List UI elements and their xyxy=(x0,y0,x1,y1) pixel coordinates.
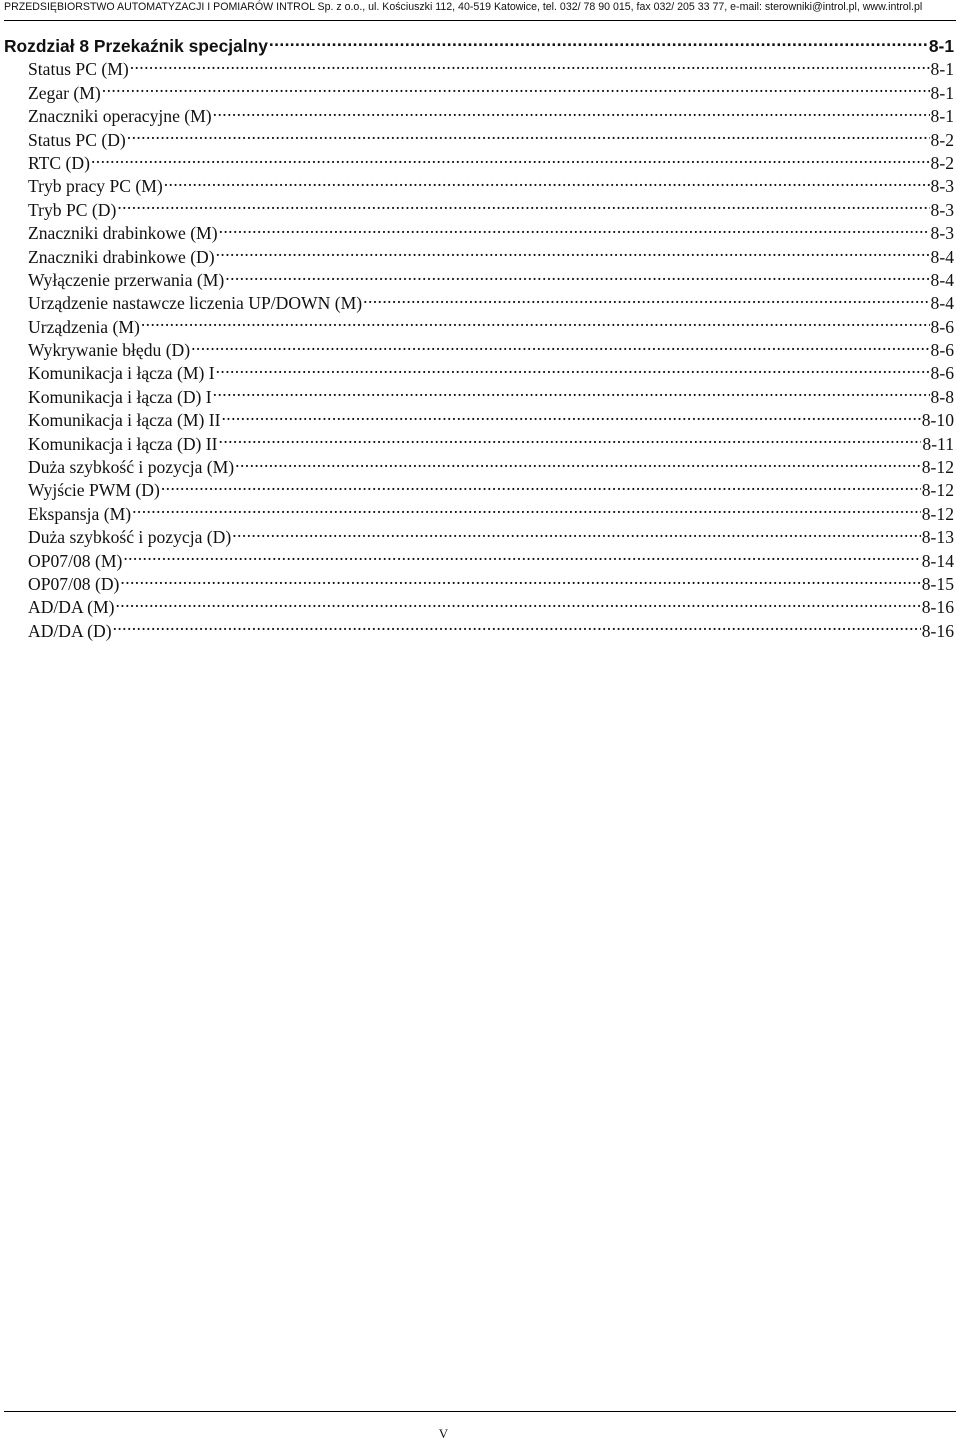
toc-leader-dots xyxy=(91,146,930,169)
toc-entry-page: 8-1 xyxy=(930,106,954,127)
toc-leader-dots xyxy=(216,239,930,262)
toc-entry[interactable] xyxy=(4,567,954,594)
toc-entry-page: 8-4 xyxy=(930,269,954,290)
toc-entry-page: 8-8 xyxy=(930,386,954,407)
toc-entry-page: 8-6 xyxy=(930,363,954,384)
toc-entry-page: 8-12 xyxy=(921,480,954,501)
toc-entry-page: 8-13 xyxy=(921,527,954,548)
toc-entry-title: Urządzenie nastawcze liczenia UP/DOWN (M) xyxy=(28,293,363,314)
toc-entry[interactable] xyxy=(4,75,954,103)
toc-entry-page: 8-3 xyxy=(930,223,954,244)
toc-leader-dots xyxy=(363,286,929,309)
toc-entry[interactable] xyxy=(4,52,954,80)
toc-leader-dots xyxy=(225,263,929,286)
toc-entry-title: Duża szybkość i pozycja (D) xyxy=(28,527,232,548)
toc-entry-title: Komunikacja i łącza (D) I xyxy=(28,386,212,407)
toc-chapter-page: 8-1 xyxy=(928,36,954,56)
toc-entry-title: AD/DA (M) xyxy=(28,597,115,618)
toc-entry[interactable] xyxy=(4,333,954,361)
toc-entry-title: Komunikacja i łącza (M) II xyxy=(28,410,221,431)
toc-entry[interactable] xyxy=(4,169,954,197)
toc-entry-page: 8-6 xyxy=(930,316,954,337)
toc-entry-page: 8-3 xyxy=(930,176,954,197)
toc-leader-dots xyxy=(117,192,929,215)
toc-entry-page: 8-4 xyxy=(930,246,954,267)
toc-entry-title: OP07/08 (D) xyxy=(28,573,120,594)
toc-entry[interactable] xyxy=(4,543,954,571)
toc-entry-page: 8-4 xyxy=(930,293,954,314)
toc-entry-page: 8-6 xyxy=(930,340,954,361)
toc-entry-title: OP07/08 (M) xyxy=(28,550,123,571)
footer-divider xyxy=(4,1411,956,1412)
toc-entry-title: Duża szybkość i pozycja (M) xyxy=(28,457,235,478)
toc-leader-dots xyxy=(219,426,922,449)
toc-entry-title: Wykrywanie błędu (D) xyxy=(28,340,191,361)
toc-entry-page: 8-16 xyxy=(921,620,954,641)
toc-leader-dots xyxy=(164,169,930,192)
toc-entry-page: 8-1 xyxy=(930,82,954,103)
toc-entry-page: 8-10 xyxy=(921,410,954,431)
toc-leader-dots xyxy=(191,333,929,356)
toc-leader-dots xyxy=(130,52,930,75)
toc-entry-title: Wyjście PWM (D) xyxy=(28,480,160,501)
toc-entry-page: 8-16 xyxy=(921,597,954,618)
header-text: PRZEDSIĘBIORSTWO AUTOMATYZACJI I POMIARÓW INTROL Sp. z o.o., ul. Kościuszki 112, 40-519 Katowice, tel. 032/ 78 90 015, fax 032/ 205 33 77, e-mail: sterowniki@introl.pl, www.introl.pl xyxy=(4,1,923,13)
toc-entry-page: 8-12 xyxy=(921,457,954,478)
toc-entry[interactable] xyxy=(4,192,954,220)
toc-entry-list xyxy=(4,52,954,641)
toc-entry-title: Komunikacja i łącza (D) II xyxy=(28,433,218,454)
toc-entry-page: 8-14 xyxy=(921,550,954,571)
toc-entry-page: 8-2 xyxy=(930,152,954,173)
toc-entry-title: Znaczniki drabinkowe (M) xyxy=(28,223,218,244)
page-header xyxy=(4,0,956,21)
toc-entry[interactable] xyxy=(4,309,954,337)
toc-entry-page: 8-2 xyxy=(930,129,954,150)
toc-entry-title: Status PC (D) xyxy=(28,129,126,150)
toc-entry-title: Tryb PC (D) xyxy=(28,199,117,220)
toc-entry-title: Wyłączenie przerwania (M) xyxy=(28,269,225,290)
toc-entry-title: Znaczniki operacyjne (M) xyxy=(28,106,212,127)
toc-leader-dots xyxy=(132,496,921,519)
toc-entry-title: Tryb pracy PC (M) xyxy=(28,176,163,197)
toc-leader-dots xyxy=(113,613,921,636)
toc-entry[interactable] xyxy=(4,216,954,244)
toc-entry-title: Zegar (M) xyxy=(28,82,101,103)
toc-chapter-title: Rozdział 8 Przekaźnik specjalny xyxy=(4,36,268,56)
toc-entry-page: 8-3 xyxy=(930,199,954,220)
toc-entry[interactable] xyxy=(4,613,954,641)
toc-entry-title: Urządzenia (M) xyxy=(28,316,140,337)
toc-entry[interactable] xyxy=(4,590,954,618)
toc-entry[interactable] xyxy=(4,122,954,150)
toc-leader-dots xyxy=(213,99,930,122)
toc-entry-title: Ekspansja (M) xyxy=(28,503,132,524)
toc-entry[interactable] xyxy=(4,146,954,173)
page-number: V xyxy=(438,1426,449,1441)
toc-leader-dots xyxy=(235,450,921,473)
toc-entry-page: 8-1 xyxy=(930,59,954,80)
toc-entry-title: Znaczniki drabinkowe (D) xyxy=(28,246,215,267)
toc-leader-dots xyxy=(213,379,930,402)
toc-entry-title: Status PC (M) xyxy=(28,59,129,80)
toc-leader-dots xyxy=(161,473,921,496)
toc-entry[interactable] xyxy=(4,99,954,127)
toc-entry-title: Komunikacja i łącza (M) I xyxy=(28,363,215,384)
toc-leader-dots xyxy=(219,216,930,239)
toc-leader-dots xyxy=(116,590,921,613)
toc-leader-dots xyxy=(123,543,920,566)
toc-entry-title: RTC (D) xyxy=(28,152,90,173)
toc-entry-title: AD/DA (D) xyxy=(28,620,112,641)
toc-entry[interactable] xyxy=(4,496,954,524)
table-of-contents xyxy=(4,28,954,641)
toc-leader-dots xyxy=(102,75,930,98)
toc-entry-page: 8-15 xyxy=(921,573,954,594)
toc-leader-dots xyxy=(221,403,920,426)
toc-leader-dots xyxy=(127,122,930,145)
toc-leader-dots xyxy=(232,520,921,543)
toc-chapter-row[interactable] xyxy=(4,28,954,56)
toc-leader-dots xyxy=(269,28,928,52)
toc-entry[interactable] xyxy=(4,520,954,548)
toc-leader-dots xyxy=(120,567,920,590)
toc-entry-page: 8-11 xyxy=(922,433,954,454)
toc-leader-dots xyxy=(216,356,930,379)
toc-entry-page: 8-12 xyxy=(921,503,954,524)
toc-leader-dots xyxy=(141,309,930,332)
